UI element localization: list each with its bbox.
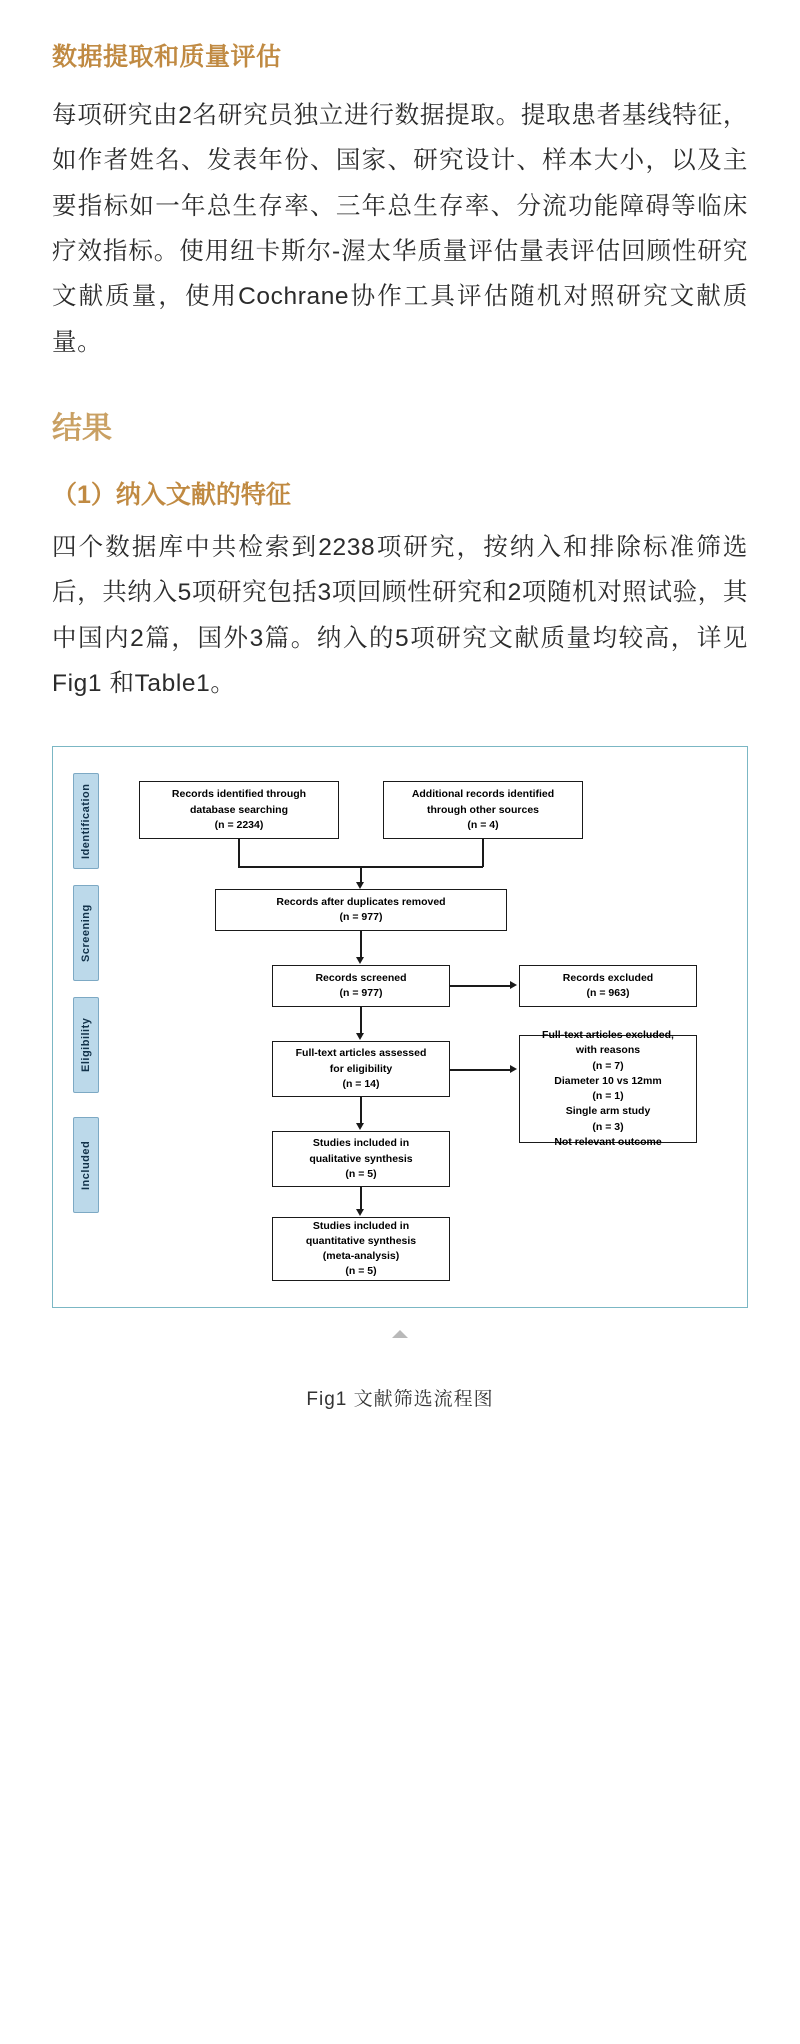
node-qualitative-synthesis (272, 1131, 450, 1187)
node-line: (meta-analysis) (322, 1250, 400, 1263)
connector-fulltext-to-excluded (450, 1069, 510, 1071)
node-line: (n = 1) (592, 1090, 624, 1103)
node-line: Records excluded (562, 971, 654, 984)
node-line: Not relevant outcome (554, 1135, 662, 1148)
node-line: (n = 4) (467, 818, 499, 831)
stage-label-screening: Screening (73, 885, 99, 981)
scroll-caret-icon (392, 1330, 408, 1338)
stage-label-eligibility: Eligibility (73, 997, 99, 1093)
node-records-excluded (519, 965, 697, 1007)
stage-label-included: Included (73, 1117, 99, 1213)
figure-caption: Fig1 文献筛选流程图 (306, 1389, 494, 1411)
node-line: through other sources (426, 803, 539, 816)
node-line: Records identified through (171, 788, 307, 801)
arrowhead-to-excluded (510, 981, 517, 989)
stage-label-identification: Identification (73, 773, 99, 869)
node-records-screened (272, 965, 450, 1007)
node-line: Full-text articles excluded, (542, 1029, 674, 1042)
node-line: quantitative synthesis (305, 1234, 417, 1247)
node-fulltext-excluded (519, 1029, 697, 1148)
node-line: Records after duplicates removed (276, 895, 446, 908)
node-line: (n = 977) (339, 987, 383, 1000)
node-line: Additional records identified (411, 788, 555, 801)
connector-qualitative-to-quantitative (360, 1187, 362, 1211)
node-line: Single arm study (565, 1105, 651, 1118)
section-heading-results: 结果 (52, 411, 112, 445)
arrowhead-to-screened (356, 957, 364, 964)
arrowhead-to-fulltext-excluded (510, 1065, 517, 1073)
connector-screened-to-excluded (450, 985, 510, 987)
connector-fulltext-to-qualitative (360, 1097, 362, 1125)
arrowhead-to-quantitative (356, 1209, 364, 1216)
node-quantitative-synthesis (272, 1217, 450, 1281)
node-fulltext-assessed (272, 1041, 450, 1097)
node-line: Records screened (315, 971, 407, 984)
node-line: for eligibility (329, 1062, 393, 1075)
subsection-heading-included-literature: （1）纳入文献的特征 (52, 480, 291, 509)
node-records-other-sources (383, 781, 583, 839)
node-line: Diameter 10 vs 12mm (554, 1074, 662, 1087)
node-line: (n = 977) (339, 911, 383, 924)
node-line: (n = 7) (592, 1059, 624, 1072)
node-line: database searching (189, 803, 289, 816)
node-line: qualitative synthesis (309, 1152, 413, 1165)
node-records-database (139, 781, 339, 839)
node-line: Full-text articles assessed (295, 1047, 427, 1060)
node-line: (n = 5) (345, 1265, 377, 1278)
connector-merge-down (360, 866, 362, 883)
node-line: Studies included in (312, 1137, 410, 1150)
connector-duplicates-to-screened (360, 931, 362, 959)
node-line: Studies included in (312, 1219, 410, 1232)
paragraph-included-literature: 四个数据库中共检索到2238项研究，按纳入和排除标准筛选后，共纳入5项研究包括3项回顾性研究和2项随机对照试验，其中国内2篇，国外3篇。纳入的5项研究文献质量均较高，详见Fig1 和Table1。 (52, 533, 748, 697)
connector-other-down (482, 839, 484, 867)
arrowhead-to-qualitative (356, 1123, 364, 1130)
arrowhead-to-fulltext (356, 1033, 364, 1040)
node-line: with reasons (575, 1044, 641, 1057)
connector-db-down (238, 839, 240, 867)
node-line: (n = 963) (586, 987, 630, 1000)
node-line: (n = 2234) (214, 818, 264, 831)
flow-diagram-canvas (67, 765, 733, 1285)
node-line: (n = 3) (592, 1120, 624, 1133)
node-records-after-duplicates (215, 889, 507, 931)
section-heading-data-extraction: 数据提取和质量评估 (52, 43, 282, 71)
node-line: (n = 5) (345, 1167, 377, 1180)
arrowhead-to-duplicates (356, 882, 364, 889)
paragraph-data-extraction: 每项研究由2名研究员独立进行数据提取。提取患者基线特征，如作者姓名、发表年份、国家、研究设计、样本大小，以及主要指标如一年总生存率、三年总生存率、分流功能障碍等临床疗效指标。使用纽卡斯尔-渥太华质量评估量表评估回顾性研究文献质量，使用Cochrane协作工具评估随机对照研究文献质量。 (52, 102, 748, 356)
connector-screened-to-fulltext (360, 1007, 362, 1035)
node-line: (n = 14) (342, 1077, 380, 1090)
figure-prisma-flow-diagram (52, 746, 748, 1308)
